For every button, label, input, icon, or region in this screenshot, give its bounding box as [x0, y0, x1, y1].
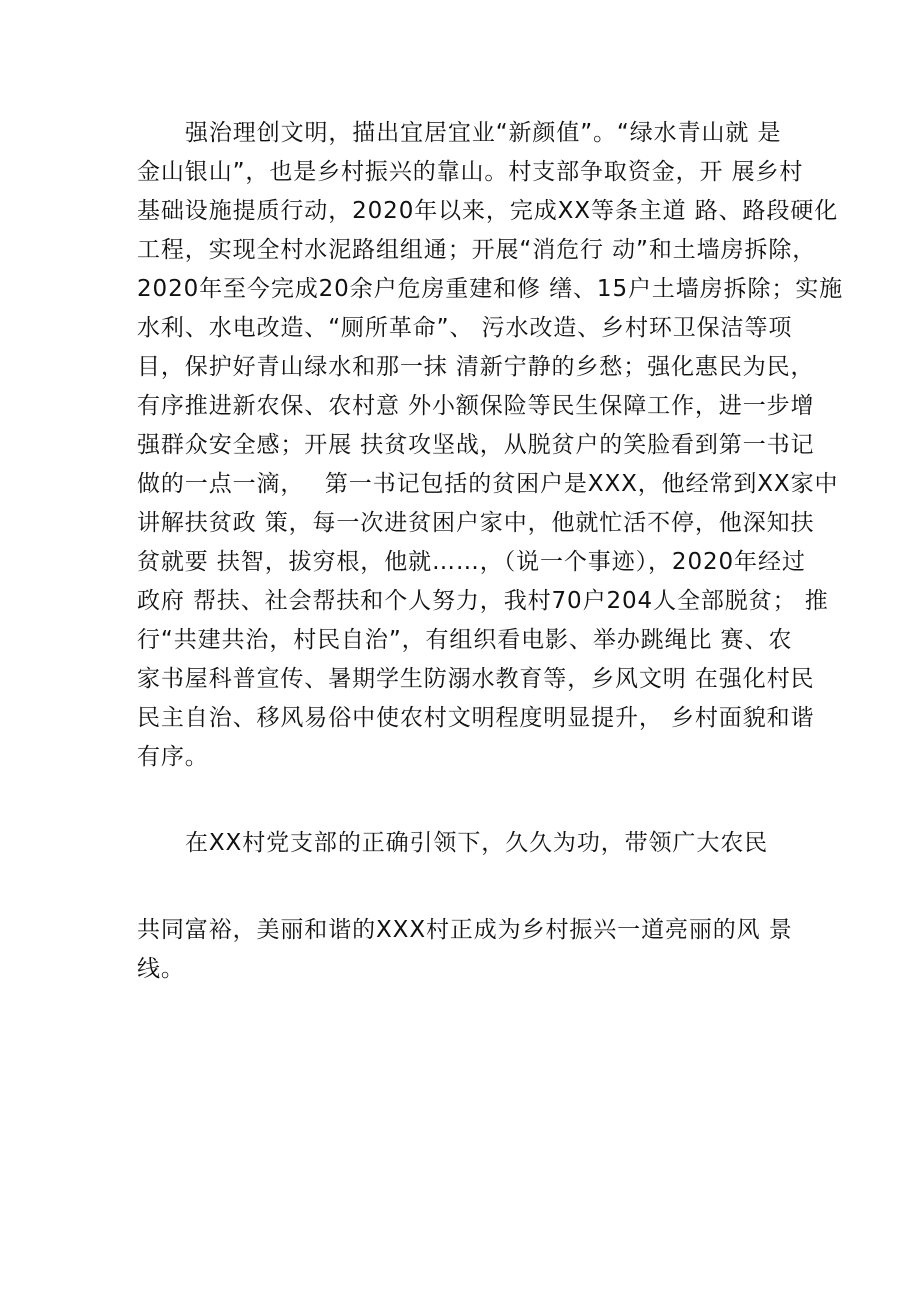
- paragraph-line: 金山银山”，也是乡村振兴的靠山。村支部争取资金，开 展乡村: [137, 159, 804, 185]
- paragraph-line: 有序。: [137, 744, 209, 770]
- paragraph-line: 目，保护好青山绿水和那一抹 清新宁静的乡愁；强化惠民为民，: [137, 354, 815, 380]
- paragraph-line: 贫就要 扶智，拔穷根，他就……，（说一个事迹），2020年经过: [137, 549, 806, 575]
- paragraph-line: 共同富裕，美丽和谐的XXX村正成为乡村振兴一道亮丽的风 景: [137, 917, 793, 943]
- paragraph-line: 讲解扶贫政 策，每一次进贫困户家中，他就忙活不停，他深知扶: [137, 510, 815, 536]
- paragraph-line: 水利、水电改造、“厕所革命”、 污水改造、乡村环卫保洁等项: [137, 315, 793, 341]
- paragraph-line: 做的一点一滴， 第一书记包括的贫困户是XXX，他经常到XX家中: [137, 471, 839, 497]
- paragraph-line: 在XX村党支部的正确引领下，久久为功，带领广大农民: [185, 830, 769, 856]
- paragraph-line: 强群众安全感；开展 扶贫攻坚战，从脱贫户的笑脸看到第一书记: [137, 432, 815, 458]
- paragraph-line: 行“共建共治，村民自治”，有组织看电影、举办跳绳比 赛、农: [137, 627, 793, 653]
- paragraph-line: 民主自治、移风易俗中使农村文明程度明显提升， 乡村面貌和谐: [137, 705, 815, 731]
- paragraph-line: 有序推进新农保、农村意 外小额保险等民生保障工作，进一步增: [137, 393, 815, 419]
- paragraph-line: 基础设施提质行动，2020年以来，完成XX等条主道 路、路段硬化: [137, 198, 839, 224]
- paragraph-line: 线。: [137, 956, 185, 982]
- paragraph-line: 2020年至今完成20余户危房重建和修 缮、15户土墙房拆除；实施: [137, 276, 844, 302]
- paragraph-line: 家书屋科普宣传、暑期学生防溺水教育等，乡风文明 在强化村民: [137, 666, 815, 692]
- paragraph-line: 政府 帮扶、社会帮扶和个人努力，我村70户204人全部脱贫； 推: [137, 588, 829, 614]
- paragraph-line: 工程，实现全村水泥路组组通；开展“消危行 动”和土墙房拆除，: [137, 237, 817, 263]
- paragraph-line: 强治理创文明，描出宜居宜业“新颜值”。“绿水青山就 是: [185, 120, 782, 146]
